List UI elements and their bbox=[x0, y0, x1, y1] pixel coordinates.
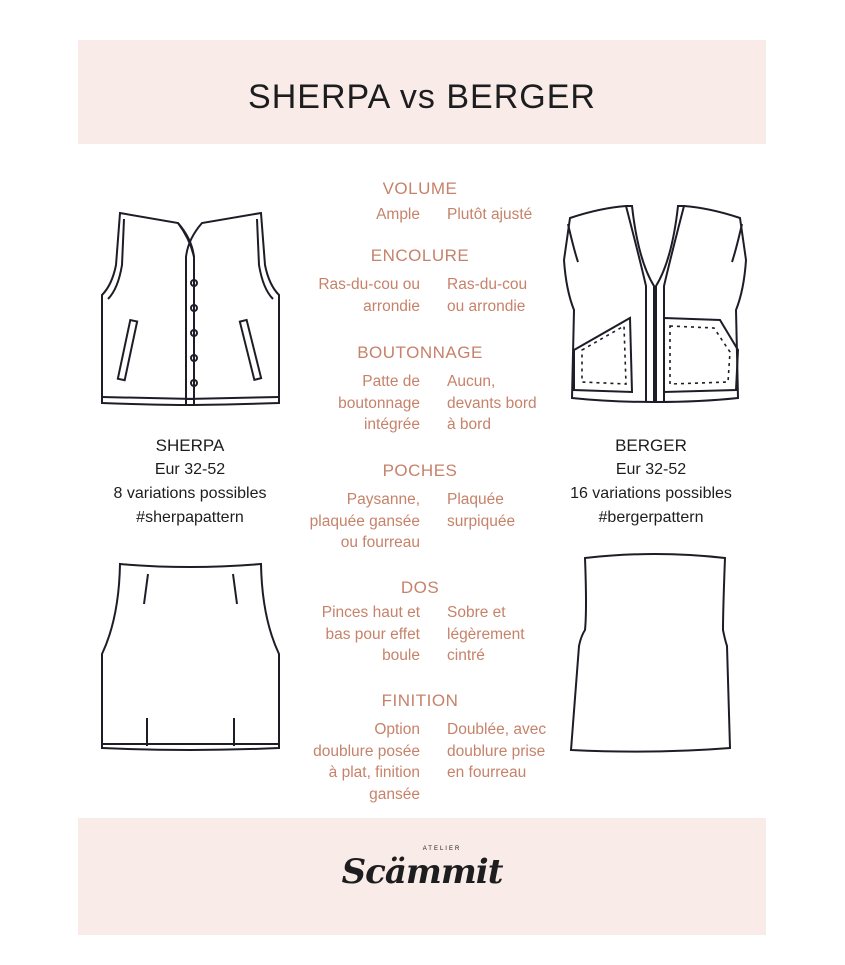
berger-value-poches: Plaquée surpiquée bbox=[447, 491, 516, 530]
header-band bbox=[78, 40, 766, 144]
footer-band bbox=[78, 818, 766, 935]
berger-name: BERGER bbox=[615, 436, 687, 455]
berger-value-finition: Doublée, avec doublure prise en fourreau bbox=[447, 721, 547, 781]
logo-small-text: ATELIER bbox=[422, 846, 462, 852]
sherpa-value-volume: Ample bbox=[376, 206, 420, 223]
sherpa-variations: 8 variations possibles bbox=[113, 485, 267, 502]
sherpa-sizes: Eur 32-52 bbox=[154, 461, 226, 478]
sherpa-name: SHERPA bbox=[155, 436, 225, 455]
section-heading-volume: VOLUME bbox=[382, 179, 458, 198]
berger-hashtag: #bergerpattern bbox=[598, 509, 704, 526]
sherpa-value-finition: Option doublure posée à plat, finition gansée bbox=[313, 721, 420, 803]
sherpa-info bbox=[95, 434, 285, 530]
section-heading-boutonnage: BOUTONNAGE bbox=[357, 343, 483, 362]
berger-front-illustration bbox=[560, 200, 750, 410]
sherpa-value-boutonnage: Patte de boutonnage intégrée bbox=[338, 373, 420, 433]
sherpa-back-illustration bbox=[98, 558, 283, 758]
berger-back-illustration bbox=[565, 550, 745, 760]
sherpa-value-encolure: Ras-du-cou ou arrondie bbox=[318, 276, 420, 315]
sherpa-value-dos: Pinces haut et bas pour effet boule bbox=[321, 604, 420, 664]
section-heading-encolure: ENCOLURE bbox=[370, 246, 470, 265]
berger-sizes: Eur 32-52 bbox=[615, 461, 687, 478]
berger-variations: 16 variations possibles bbox=[570, 485, 732, 502]
page-title: SHERPA vs BERGER bbox=[248, 78, 596, 116]
berger-value-dos: Sobre et légèrement cintré bbox=[447, 604, 525, 664]
section-heading-poches: POCHES bbox=[382, 461, 458, 480]
sherpa-hashtag: #sherpapattern bbox=[136, 509, 244, 526]
section-heading-dos: DOS bbox=[400, 578, 440, 597]
berger-value-encolure: Ras-du-cou ou arrondie bbox=[447, 276, 528, 315]
logo-script-text: Scämmit bbox=[341, 852, 503, 892]
berger-value-boutonnage: Aucun, devants bord à bord bbox=[447, 373, 537, 433]
section-heading-finition: FINITION bbox=[381, 691, 459, 710]
sherpa-value-poches: Paysanne, plaquée gansée ou fourreau bbox=[309, 491, 420, 551]
berger-value-volume: Plutôt ajusté bbox=[447, 206, 533, 223]
atelier-scammit-logo bbox=[78, 846, 766, 892]
sherpa-front-illustration bbox=[98, 205, 283, 415]
